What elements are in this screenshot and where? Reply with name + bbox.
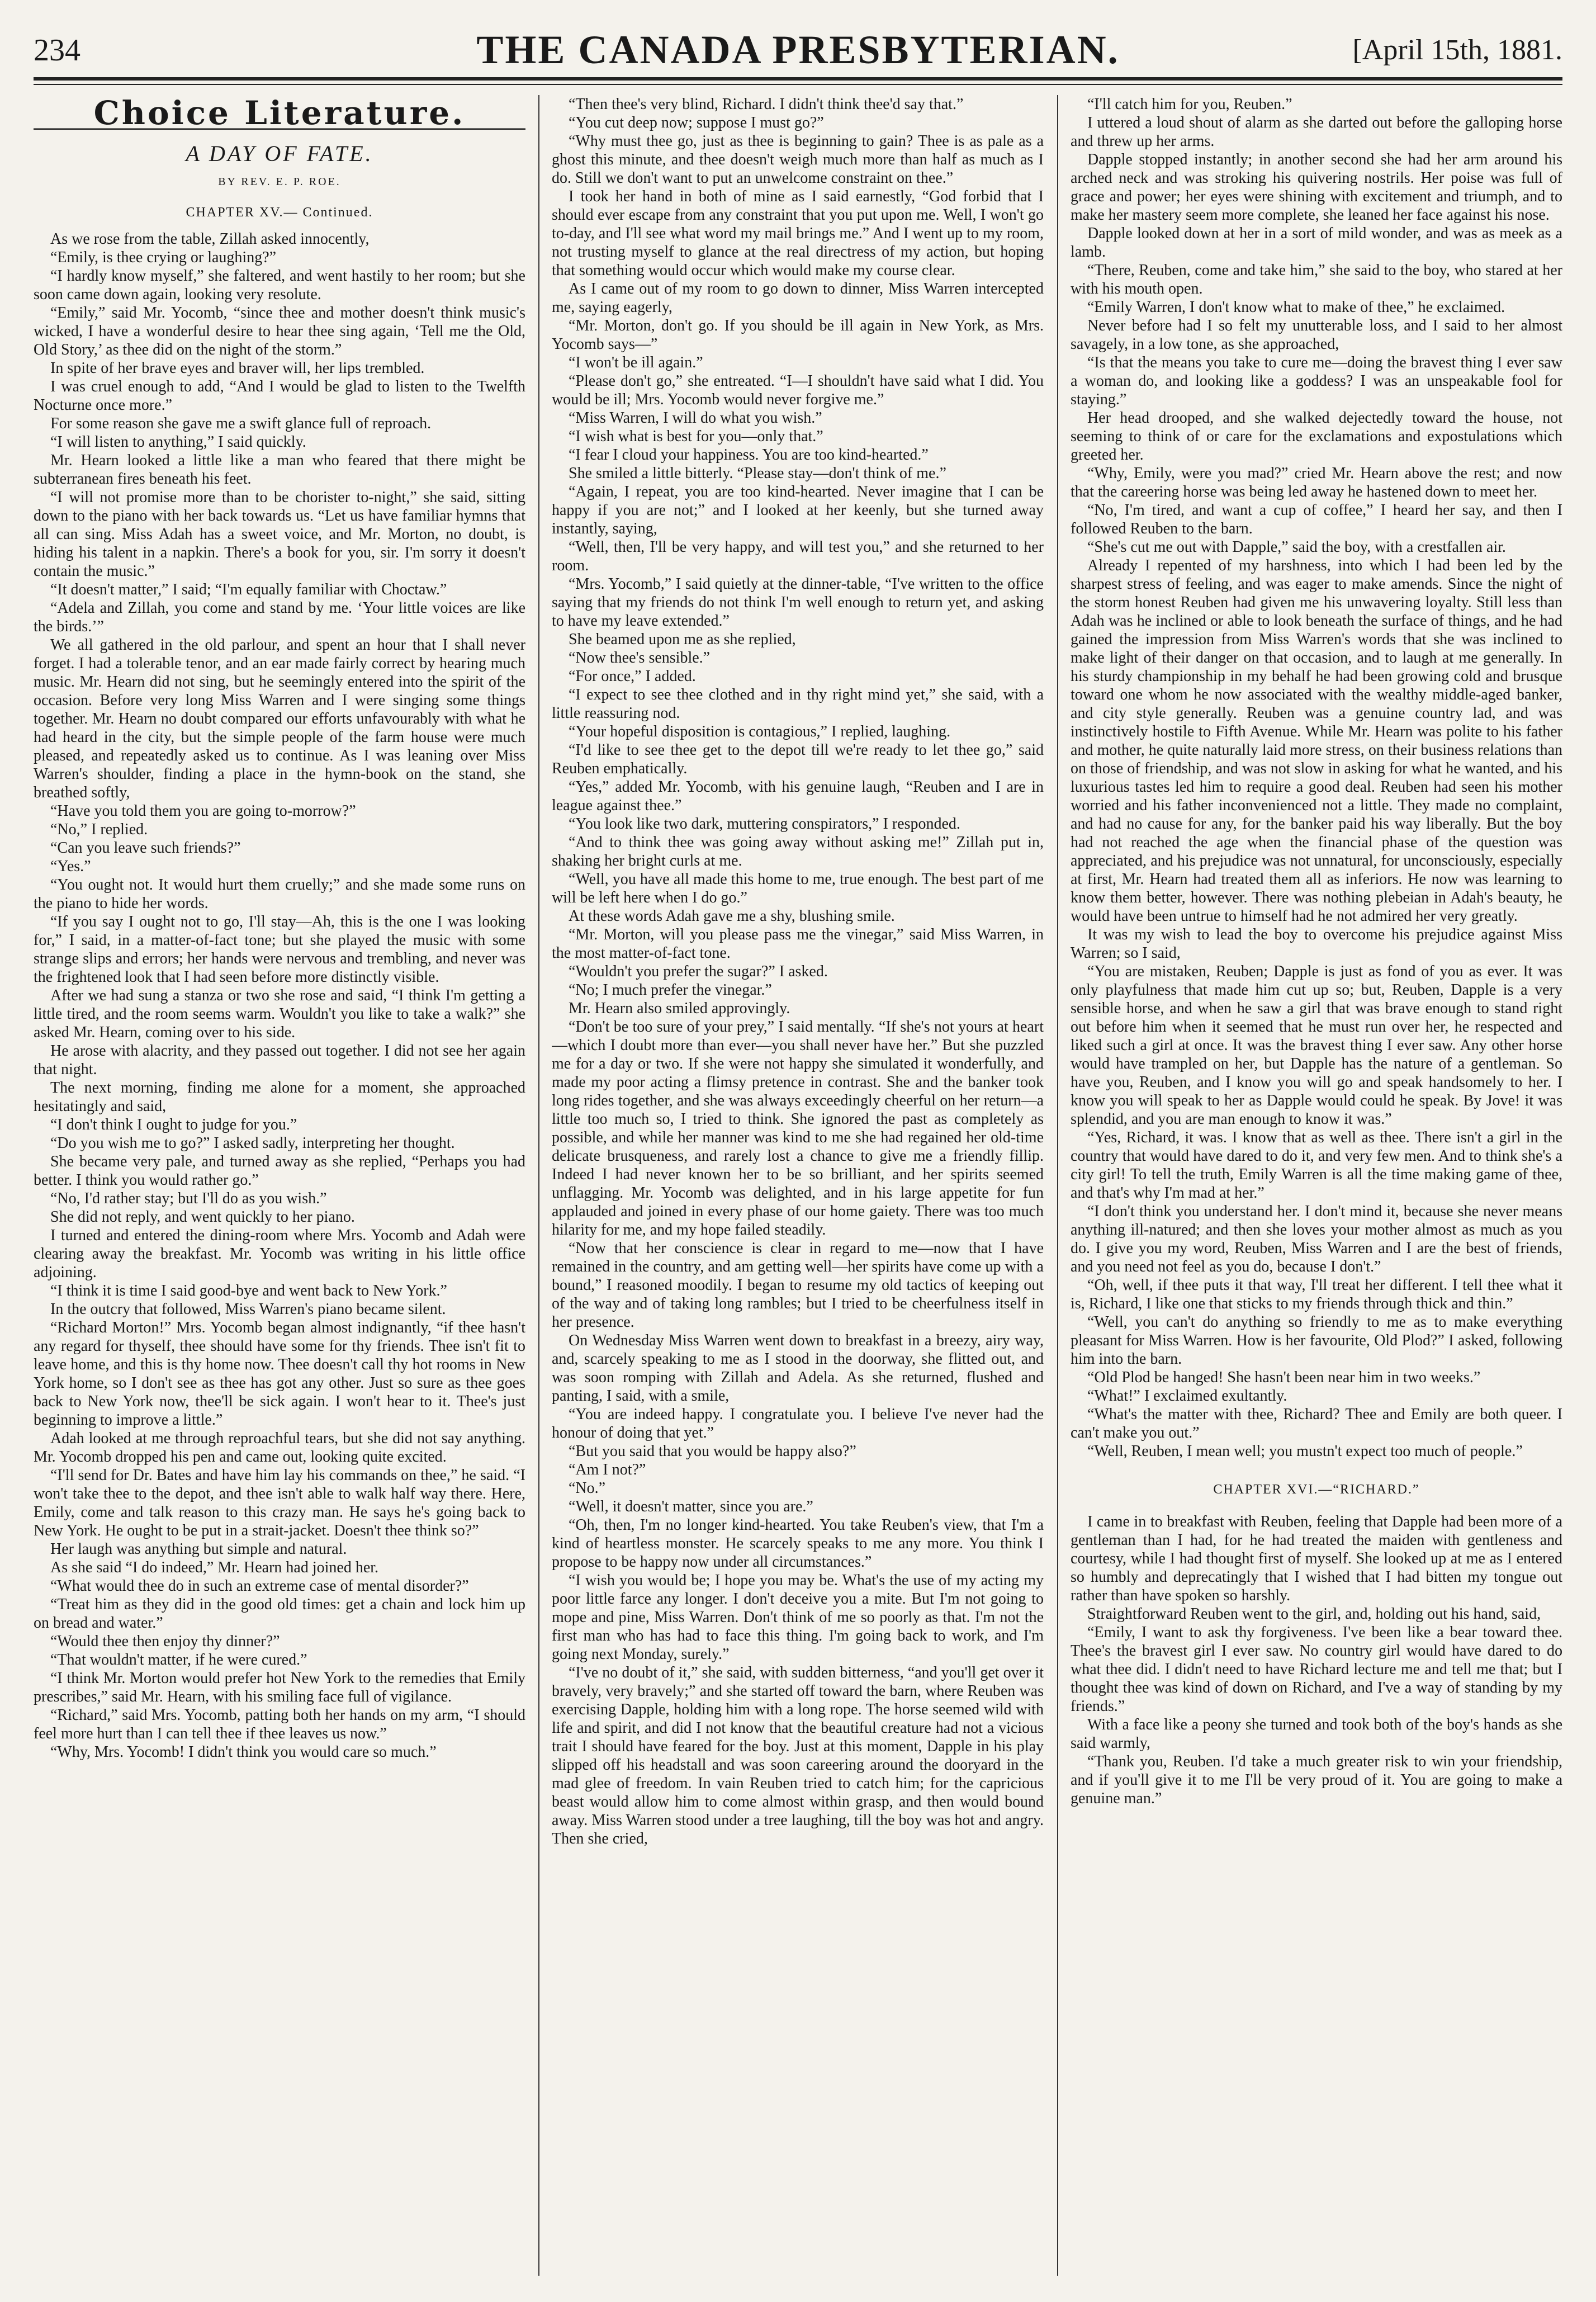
paragraph: “Emily,” said Mr. Yocomb, “since thee and mother doesn't think music's wicked, I have a wonderful desire to hear thee sing again, ‘Tell me the Old, Old Story,’ as thee did on the night of the storm.” <box>34 304 525 358</box>
paragraph: “Adela and Zillah, you come and stand by me. ‘Your little voices are like the birds.’” <box>34 599 525 635</box>
paragraph: Already I repented of my harshness, into which I had been led by the sharpest stress of feeling, and was eager to make amends. Since the night of the storm honest Reuben had given me his unwavering loyalty. Still less than Adah was he inclined or able to look beneath the surface of things, and he had gained the impression from Miss Warren's words that she was inclined to make light of their danger on that occasion, and to laugh at me generally. In his sturdy championship in my behalf he had been growing cold and brusque toward one whom he now associated with the wealthy middle-aged banker, and city style generally. Reuben was a genuine country lad, and was instinctively hostile to Fifth Avenue. While Mr. Hearn was polite to his father and mother, he quite naturally laid more stress, on their business relations than on those of friendship, and was not slow in asking for what he wanted, and his luxurious tastes led him to require a good deal. Reuben had seen his mother worried and his father inconvenienced not a little. They made no complaint, and had no cause for any, for the banker paid his way liberally. But the boy had not reached the age when the financial phase of the question was appreciated, and his prejudice was not unnatural, for unconsciously, especially at first, Mr. Hearn had treated them all as inferiors. He now was learning to know them better, however. There was nothing plebeian in Adah's beauty, he would have been untrue to himself had he not admired her very greatly. <box>1071 557 1562 925</box>
paragraph: Dapple stopped instantly; in another second she had her arm around his arched neck and was stroking his quivering nostrils. Her poise was full of grace and power; her eyes were shining with excitement and triumph, and to make her mastery seem more complete, she leaned her face against his nose. <box>1071 151 1562 224</box>
paragraph: We all gathered in the old parlour, and spent an hour that I shall never forget. I had a tolerable tenor, and an ear made fairly correct by hearing much music. Mr. Hearn did not sing, but he seemingly entered into the spirit of the occasion. Before very long Miss Warren and I were singing some things together. Mr. Hearn no doubt compared our efforts unfavourably with what he had heard in the city, but the simple people of the farm house were much pleased, and repeatedly asked us to continue. As I was leaning over Miss Warren's shoulder, finding a place in the hymn-book on the stand, she breathed softly, <box>34 636 525 801</box>
paragraph: Dapple looked down at her in a sort of mild wonder, and was as meek as a lamb. <box>1071 225 1562 261</box>
paragraph: “It doesn't matter,” I said; “I'm equally familiar with Choctaw.” <box>50 581 447 598</box>
paragraph: “What would thee do in such an extreme case of mental disorder?” <box>50 1577 469 1595</box>
paragraph: I turned and entered the dining-room where Mrs. Yocomb and Adah were clearing away the breakfast. Mr. Yocomb was writing in his little office adjoining. <box>34 1227 525 1281</box>
paragraph: “I think it is time I said good-bye and went back to New York.” <box>50 1282 447 1299</box>
paragraph: “I've no doubt of it,” she said, with sudden bitterness, “and you'll get over it bravely, very bravely;” and she started off toward the barn, where Reuben was exercising Dapple, holding him with a long rope. The horse seemed wild with life and spirit, and did I not know that the beautiful creature had not a vicious trait I should have feared for the boy. Just at this moment, Dapple in his play slipped off his headstall and was soon careering around the dooryard in the mad glee of freedom. In vain Reuben tried to catch him; for the capricious beast would allow him to come almost within grasp, and then would bound away. Miss Warren stood under a tree laughing, till the boy was hot and angry. Then she cried, <box>552 1664 1044 1847</box>
paragraph: “No, I'm tired, and want a cup of coffee,” I heard her say, and then I followed Reuben to the barn. <box>1071 502 1562 537</box>
paragraph: At these words Adah gave me a shy, blushing smile. <box>569 907 895 925</box>
paragraph: “No.” <box>569 1479 606 1497</box>
paragraph: “I wish what is best for you—only that.” <box>569 428 823 445</box>
paragraph: “I don't think I ought to judge for you.” <box>50 1116 297 1133</box>
paragraph: “Do you wish me to go?” I asked sadly, interpreting her thought. <box>50 1135 455 1152</box>
paragraph: “Don't be too sure of your prey,” I said mentally. “If she's not yours at heart—which I doubt more than ever—you shall never have her.” But she puzzled me for a day or two. If she were not happy she simulated it wonderfully, and made my poor acting a flimsy pretence in contrast. She and the banker took long rides together, and she was always exceedingly cheerful on her return—a little too much so, I tried to think. She ignored the past as completely as possible, and while her manner was kind to me she had regained her old-time delicate brusqueness, and rarely lost a chance to give me a friendly fillip. Indeed I had never known her to be so brilliant, and her spirits seemed unflagging. Mr. Yocomb was delighted, and in his large appetite for fun applauded and joined in every phase of our home gaiety. There was too much hilarity for me, and my hope failed steadily. <box>552 1018 1044 1239</box>
paragraph: “Why, Mrs. Yocomb! I didn't think you would care so much.” <box>50 1743 437 1761</box>
paragraph: “Mr. Morton, don't go. If you should be ill again in New York, as Mrs. Yocomb says—” <box>552 317 1044 353</box>
paragraph: With a face like a peony she turned and took both of the boy's hands as she said warmly, <box>1071 1716 1562 1752</box>
paragraph: “Mr. Morton, will you please pass me the vinegar,” said Miss Warren, in the most matter-of-fact tone. <box>552 926 1044 962</box>
paragraph: “If you say I ought not to go, I'll stay—Ah, this is the one I was looking for,” I said, in a matter-of-fact tone; but she played the music with some strange slips and errors; her hands were nervous and trembling, and never was the frightened look that I had seen before more distinctly visible. <box>34 913 525 986</box>
paragraph: “Yes.” <box>50 858 91 875</box>
column-3-body-after <box>1071 1512 1562 1808</box>
paragraph: “Yes,” added Mr. Yocomb, with his genuine laugh, “Reuben and I are in league against thee.” <box>552 778 1044 814</box>
paragraph: “Why must thee go, just as thee is beginning to gain? Thee is as pale as a ghost this minute, and thee doesn't weigh much more than half as much as I do. Still we don't want to put an unwelcome constraint on thee.” <box>552 133 1044 187</box>
paragraph: As she said “I do indeed,” Mr. Hearn had joined her. <box>50 1559 379 1576</box>
paragraph: “No; I much prefer the vinegar.” <box>569 981 772 999</box>
paragraph: “I think Mr. Morton would prefer hot New York to the remedies that Emily prescribes,” said Mr. Hearn, with his smiling face full of vigilance. <box>34 1670 525 1705</box>
paragraph: She beamed upon me as she replied, <box>569 631 796 648</box>
section-heading: Choice Literature. <box>34 95 525 130</box>
paragraph: “For once,” I added. <box>569 668 696 685</box>
masthead <box>34 22 1562 78</box>
paragraph: On Wednesday Miss Warren went down to breakfast in a breezy, airy way, and, scarcely speaking to me as I stood in the doorway, she flitted out, and was soon romping with Zillah and Adela. As she returned, flushed and panting, I said, with a smile, <box>552 1332 1044 1405</box>
paragraph: “You look like two dark, muttering conspirators,” I responded. <box>569 815 960 833</box>
paragraph: “There, Reuben, come and take him,” she said to the boy, who stared at her with his mouth open. <box>1071 262 1562 297</box>
paragraph: “Oh, then, I'm no longer kind-hearted. You take Reuben's view, that I'm a kind of heartless monster. He scarcely speaks to me any more. You think I propose to be happy now under all circumstances.” <box>552 1516 1044 1571</box>
column-3 <box>1071 95 1562 2281</box>
paragraph: “What!” I exclaimed exultantly. <box>1087 1387 1287 1405</box>
column-1 <box>34 95 525 2281</box>
paragraph: For some reason she gave me a swift glance full of reproach. <box>50 415 432 432</box>
paragraph: “Oh, well, if thee puts it that way, I'll treat her different. I tell thee what it is, Richard, I like one that sticks to my friends through thick and thin.” <box>1071 1277 1562 1312</box>
paragraph: Mr. Hearn looked a little like a man who feared that there might be subterranean fires beneath his feet. <box>34 452 525 488</box>
paragraph: “Richard Morton!” Mrs. Yocomb began almost indignantly, “if thee hasn't any regard for thyself, thee should have some for thy friends. Thee isn't fit to leave home, and this is thy home now. Thee doesn't call thy hot rooms in New York home, so I don't see as thee has got any other. Just so sure as thee goes back to New York now, thee'll be sick again. I won't hear to it. Thee's just beginning to improve a little.” <box>34 1319 525 1429</box>
paragraph: She smiled a little bitterly. “Please stay—don't think of me.” <box>569 465 946 482</box>
paragraph: I took her hand in both of mine as I said earnestly, “God forbid that I should ever escape from any constraint that you put upon me. Well, I won't go to-day, and I'll see what word my mail brings me.” And I went up to my room, not trusting myself to glance at the real directress of my action, but hoping that something would occur which would make my course clear. <box>552 188 1044 279</box>
paragraph: “Yes, Richard, it was. I know that as well as thee. There isn't a girl in the country that would have dared to do it, and very few men. And to think she's a city girl! To tell the truth, Emily Warren is all the time making game of thee, and that's why I'm mad at her.” <box>1071 1129 1562 1202</box>
paragraph: “You are mistaken, Reuben; Dapple is just as fond of you as ever. It was only playfulness that made him cut up so; but, Reuben, Dapple is a very sensible horse, and when he saw a girl that was brave enough to stand right out before him when it seemed that he must run over her, he respected and liked such a girl at once. It was the bravest thing I ever saw. Any other horse would have trampled on her, but Dapple has the nature of a gentleman. So have you, Reuben, and I know you will go and speak handsomely to her. I know you will speak to her as Dapple would could he speak. By Jove! it was splendid, and you are man enough to know it was.” <box>1071 963 1562 1128</box>
column-divider <box>1057 95 1058 2276</box>
paragraph: “Mrs. Yocomb,” I said quietly at the dinner-table, “I've written to the office saying that my friends do not think I'm well enough to return yet, and asking to have my leave extended.” <box>552 575 1044 630</box>
paragraph: “Well, then, I'll be very happy, and will test you,” and she returned to her room. <box>552 538 1044 574</box>
paragraph: It was my wish to lead the boy to overcome his prejudice against Miss Warren; so I said, <box>1071 926 1562 962</box>
paragraph: Mr. Hearn also smiled approvingly. <box>569 1000 790 1017</box>
paragraph: “Emily Warren, I don't know what to make of thee,” he exclaimed. <box>1087 299 1505 316</box>
paragraph: Her head drooped, and she walked dejectedly toward the house, not seeming to think of or care for the exclamations and expostulations which greeted her. <box>1071 409 1562 464</box>
paragraph: “And to think thee was going away without asking me!” Zillah put in, shaking her bright curls at me. <box>552 834 1044 869</box>
paragraph: “Well, Reuben, I mean well; you mustn't expect too much of people.” <box>1087 1443 1523 1460</box>
paragraph: “I'll send for Dr. Bates and have him lay his commands on thee,” he said. “I won't take thee to the depot, and thee isn't able to walk half way there. Here, Emily, come and talk reason to this crazy man. He says he's going back to New York. He ought to be put in a strait-jacket. Doesn't thee think so?” <box>34 1467 525 1539</box>
paragraph: “Then thee's very blind, Richard. I didn't think thee'd say that.” <box>569 96 964 113</box>
column-1-body <box>34 230 525 1761</box>
paragraph: “I'd like to see thee get to the depot till we're ready to let thee go,” said Reuben emphatically. <box>552 741 1044 777</box>
paragraph: “I will not promise more than to be chorister to-night,” she said, sitting down to the piano with her back towards us. “Let us have familiar hymns that all can sing. Miss Adah has a sweet voice, and Mr. Morton, no doubt, is hiding his talent in a napkin. There's a book for you, sir. I'm sorry it doesn't contain the music.” <box>34 489 525 580</box>
column-divider <box>538 95 539 2276</box>
paragraph: “I won't be ill again.” <box>569 354 703 371</box>
paragraph: “Again, I repeat, you are too kind-hearted. Never imagine that I can be happy if you are not;” and I looked at her keenly, but she turned away instantly, saying, <box>552 483 1044 537</box>
paragraph: “No,” I replied. <box>50 821 148 838</box>
paragraph: “Why, Emily, were you mad?” cried Mr. Hearn above the rest; and now that the careering horse was being led away he hastened down to meet her. <box>1071 465 1562 500</box>
paragraph: “Now thee's sensible.” <box>569 649 711 667</box>
paragraph: “You cut deep now; suppose I must go?” <box>569 114 824 131</box>
page-number: 234 <box>34 33 80 68</box>
paragraph: “Richard,” said Mrs. Yocomb, patting both her hands on my arm, “I should feel more hurt than I can tell thee if thee leaves us now.” <box>34 1707 525 1742</box>
paragraph: “I don't think you understand her. I don't mind it, because she never means anything ill-natured; and then she loves your mother almost as much as you do. I give you my word, Reuben, Miss Warren and I are the best of friends, and you need not feel as you do, because I don't.” <box>1071 1203 1562 1275</box>
paragraph: “Your hopeful disposition is contagious,” I replied, laughing. <box>569 723 951 740</box>
paragraph: Her laugh was anything but simple and natural. <box>50 1540 347 1558</box>
paragraph: “Wouldn't you prefer the sugar?” I asked. <box>569 963 828 980</box>
paragraph: “Emily, is thee crying or laughing?” <box>50 249 277 266</box>
paragraph: As I came out of my room to go down to dinner, Miss Warren intercepted me, saying eagerly, <box>552 280 1044 316</box>
paragraph: As we rose from the table, Zillah asked innocently, <box>50 230 370 248</box>
paragraph: She became very pale, and turned away as she replied, “Perhaps you had better. I think you would rather go.” <box>34 1153 525 1189</box>
paragraph: I was cruel enough to add, “And I would be glad to listen to the Twelfth Nocturne once more.” <box>34 378 525 414</box>
paragraph: “That wouldn't matter, if he were cured.” <box>50 1651 307 1668</box>
paragraph: “Old Plod be hanged! She hasn't been near him in two weeks.” <box>1087 1369 1481 1386</box>
paragraph: He arose with alacrity, and they passed out together. I did not see her again that night. <box>34 1042 525 1078</box>
paragraph: “Emily, I want to ask thy forgiveness. I've been like a bear toward thee. Thee's the bravest girl I ever saw. No country girl would have dared to do what thee did. I didn't need to have Richard lecture me and tell me that; but I thought thee was kind of down on Richard, and I've a way of standing by my friends.” <box>1071 1624 1562 1715</box>
paragraph: “I hardly know myself,” she faltered, and went hastily to her room; but she soon came down again, looking very resolute. <box>34 267 525 303</box>
masthead-rule-thick <box>34 77 1562 81</box>
paragraph: “Well, you have all made this home to me, true enough. The best part of me will be left here when I do go.” <box>552 871 1044 906</box>
paragraph: In spite of her brave eyes and braver will, her lips trembled. <box>50 360 425 377</box>
paragraph: “Can you leave such friends?” <box>50 839 241 857</box>
paragraph: I came in to breakfast with Reuben, feeling that Dapple had been more of a gentleman than I had, for he had treated the maiden with gentleness and courtesy, while I had thought first of myself. She looked up at me as I entered so humbly and deprecatingly that I wished that I had bitten my tongue out rather than have spoken so harshly. <box>1071 1513 1562 1604</box>
byline: BY REV. E. P. ROE. <box>218 176 341 188</box>
publication-title: THE CANADA PRESBYTERIAN. <box>476 27 1120 72</box>
paragraph: “I wish you would be; I hope you may be. What's the use of my acting my poor little farce any longer. I don't deceive you a mite. But I'm not going to mope and pine, Miss Warren. Don't think of me so poorly as that. I'm not the first man who has had to face this thing. I'm going back to work, and I'm going next Monday, surely.” <box>552 1572 1044 1663</box>
paragraph: Adah looked at me through reproachful tears, but she did not say anything. Mr. Yocomb dropped his pen and came out, looking quite excited. <box>34 1430 525 1466</box>
column-2-body <box>552 95 1044 1848</box>
paragraph: “You ought not. It would hurt them cruelly;” and she made some runs on the piano to hide her words. <box>34 876 525 912</box>
paragraph: “What's the matter with thee, Richard? Thee and Emily are both queer. I can't make you out.” <box>1071 1406 1562 1441</box>
paragraph: “No, I'd rather stay; but I'll do as you wish.” <box>50 1190 327 1207</box>
paragraph: “Is that the means you take to cure me—doing the bravest thing I ever saw a woman do, and looking like a goddess? I was an unspeakable fool for staying.” <box>1071 354 1562 408</box>
paragraph: I uttered a loud shout of alarm as she darted out before the galloping horse and threw up her arms. <box>1071 114 1562 150</box>
paragraph: “I expect to see thee clothed and in thy right mind yet,” she said, with a little reassuring nod. <box>552 686 1044 722</box>
masthead-rule-thin <box>34 84 1562 85</box>
column-2 <box>552 95 1044 2281</box>
paragraph: Straightforward Reuben went to the girl, and, holding out his hand, said, <box>1087 1605 1541 1623</box>
paragraph: She did not reply, and went quickly to her piano. <box>50 1208 355 1226</box>
paragraph: “Well, it doesn't matter, since you are.” <box>569 1498 813 1515</box>
paragraph: “She's cut me out with Dapple,” said the boy, with a crestfallen air. <box>1087 538 1506 556</box>
chapter-heading: CHAPTER XVI.—“RICHARD.” <box>1213 1482 1420 1497</box>
paragraph: “I'll catch him for you, Reuben.” <box>1087 96 1292 113</box>
paragraph: “Would thee then enjoy thy dinner?” <box>50 1633 280 1650</box>
paragraph: After we had sung a stanza or two she rose and said, “I think I'm getting a little tired, and the room seems warm. Wouldn't you like to take a walk?” she asked Mr. Hearn, coming over to his side. <box>34 987 525 1041</box>
paragraph: The next morning, finding me alone for a moment, she approached hesitatingly and said, <box>34 1079 525 1115</box>
paragraph: “Now that her conscience is clear in regard to me—now that I have remained in the country, and am getting well—her spirits have come up with a bound,” I reasoned moodily. I began to resume my old tactics of keeping out of the way and of taking long rambles; but I tried to be cheerfulness itself in her presence. <box>552 1240 1044 1331</box>
issue-date: [April 15th, 1881. <box>1352 34 1562 66</box>
paragraph: “Please don't go,” she entreated. “I—I shouldn't have said what I did. You would be ill; Mrs. Yocomb would never forgive me.” <box>552 372 1044 408</box>
paragraph: “You are indeed happy. I congratulate you. I believe I've never had the honour of doing that yet.” <box>552 1406 1044 1441</box>
column-3-body <box>1071 95 1562 1460</box>
story-title: A DAY OF FATE. <box>186 141 373 166</box>
paragraph: “I fear I cloud your happiness. You are too kind-hearted.” <box>569 446 929 464</box>
paragraph: “Am I not?” <box>569 1461 646 1478</box>
paragraph: “Have you told them you are going to-morrow?” <box>50 802 356 820</box>
paragraph: “Miss Warren, I will do what you wish.” <box>569 409 822 427</box>
paragraph: “Treat him as they did in the good old times: get a chain and lock him up on bread and water.” <box>34 1596 525 1632</box>
paragraph: In the outcry that followed, Miss Warren's piano became silent. <box>50 1301 446 1318</box>
paragraph: “But you said that you would be happy also?” <box>569 1443 856 1460</box>
paragraph: “Well, you can't do anything so friendly to me as to make everything pleasant for Miss Warren. How is her favourite, Old Plod?” I asked, following him into the barn. <box>1071 1313 1562 1368</box>
paragraph: “I will listen to anything,” I said quickly. <box>50 433 306 451</box>
chapter-heading: CHAPTER XV.— Continued. <box>186 205 373 220</box>
paragraph: “Thank you, Reuben. I'd take a much greater risk to win your friendship, and if you'll give it to me I'll be very proud of it. You are going to make a genuine man.” <box>1071 1753 1562 1807</box>
paragraph: Never before had I so felt my unutterable loss, and I said to her almost savagely, in a low tone, as she approached, <box>1071 317 1562 353</box>
